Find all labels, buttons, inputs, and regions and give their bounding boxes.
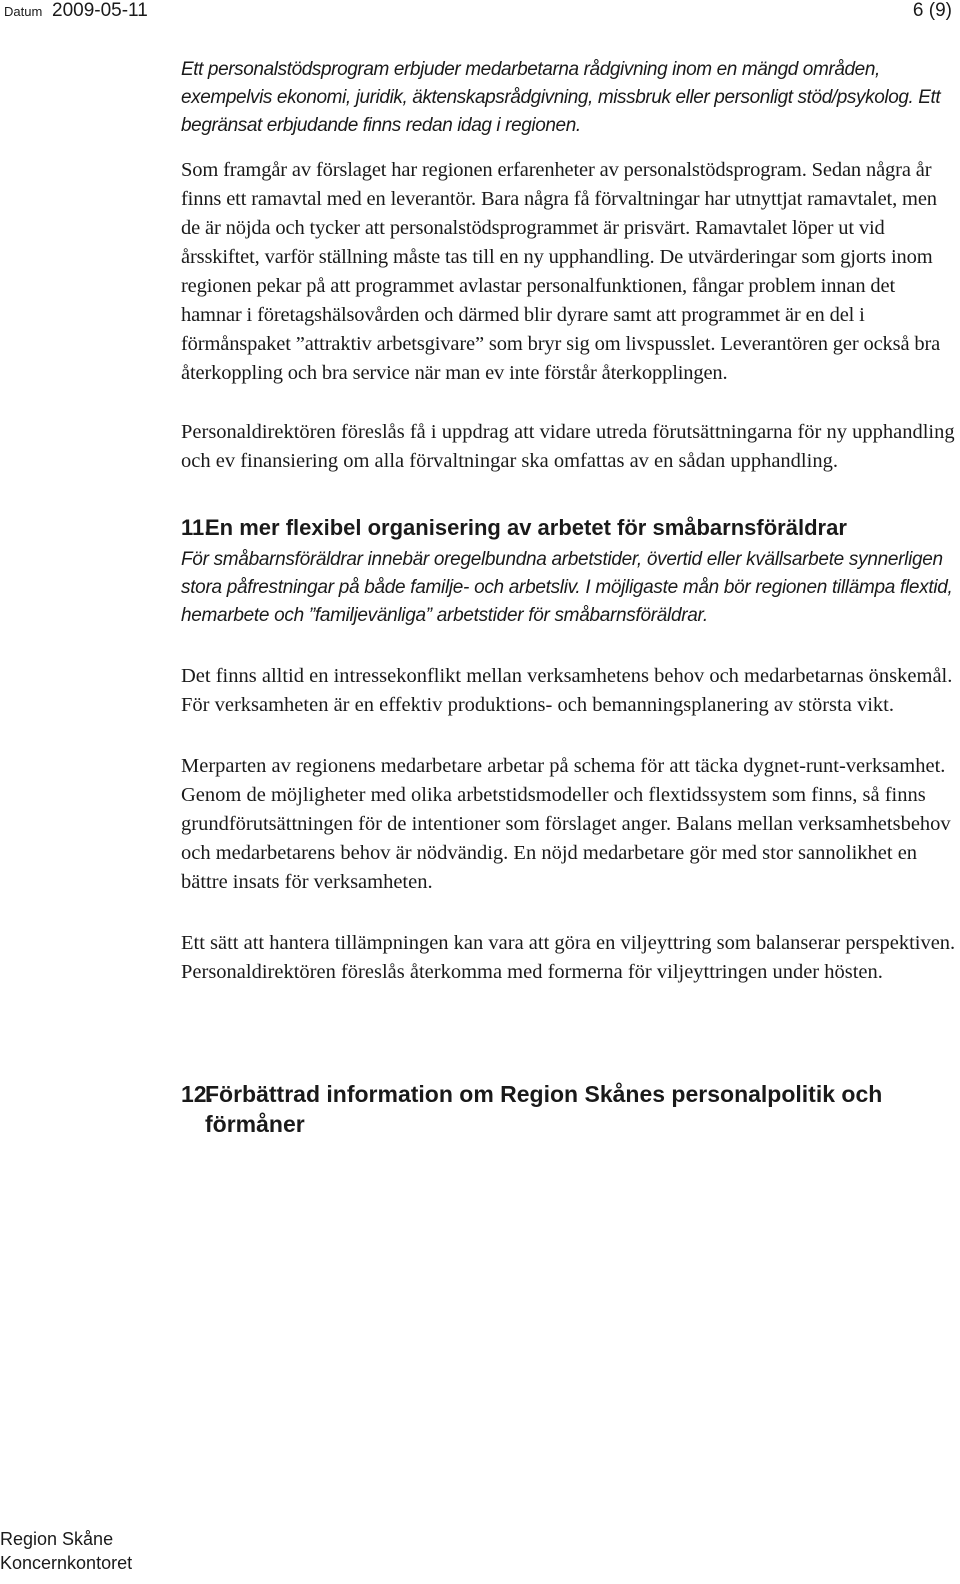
- section-12-heading: [181, 1079, 957, 1139]
- section-11-title: En mer flexibel organisering av arbetet för småbarnsföräldrar: [205, 515, 847, 540]
- section-11-paragraph-2: Merparten av regionens medarbetare arbetar på schema för att täcka dygnet-runt-verksamhet. Genom de möjligheter med olika arbetstidsmodeller och flextidssystem som finns, så finns grundförutsättningen för de intentioner som förslaget anger. Balans mellan verksamhetsbehov och medarbetarens behov är nödvändig. En nöjd medarbetare gör med stor sannolikhet en bättre insats för verksamheten.: [181, 755, 951, 893]
- header-page-number: 6 (9): [912, 0, 952, 21]
- header-date-label: Datum: [4, 4, 43, 19]
- section-11-paragraph-3: Ett sätt att hantera tillämpningen kan vara att göra en viljeyttring som balanserar perspektiven. Personaldirektören föreslås återkomma med formerna för viljeyttringen under hösten.: [181, 932, 956, 983]
- section-11-paragraph-1: Det finns alltid en intressekonflikt mellan verksamhetens behov och medarbetarnas önskemål. För verksamheten är en effektiv produktions- och bemanningsplanering av största vikt.: [181, 665, 953, 716]
- footer-department: Koncernkontoret: [0, 1553, 133, 1573]
- intro-italic-paragraph: Ett personalstödsprogram erbjuder medarbetarna rådgivning inom en mängd områden, exempelvis ekonomi, juridik, äktenskapsrådgivning, missbruk eller personligt stöd/psykolog. Ett begränsat erbjudande finns redan idag i regionen.: [181, 59, 941, 136]
- footer: [0, 1527, 132, 1575]
- response-paragraph-1: Som framgår av förslaget har regionen erfarenheter av personalstödsprogram. Sedan några år finns ett ramavtal med en leverantör. Bara några få förvaltningar har utnyttjat ramavtalet, men de är nöjda och tycker att personalstödsprogrammet är prisvärt. Ramavtalet löper ut vid årsskiftet, varför ställning måste tas till en ny upphandling. De utvärderingar som gjorts inom regionen pekar på att programmet avlastar personalfunktionen, fångar problem innan det hamnar i företagshälsovården och därmed blir dyrare samt att programmet är en del i förmånspaket ”attraktiv arbetsgivare” som bryr sig om livspusslet. Leverantören ger också bra återkoppling och bra service när man ev inte förstår återkopplingen.: [181, 159, 941, 384]
- section-11-number: 11.: [181, 515, 211, 540]
- response-paragraph-2: Personaldirektören föreslås få i uppdrag att vidare utreda förutsättningarna för ny upphandling och ev finansiering om alla förvaltningar ska omfattas av en sådan upphandling.: [181, 421, 955, 472]
- section-11-italic-proposal: För småbarnsföräldrar innebär oregelbundna arbetstider, övertid eller kvällsarbete synnerligen stora påfrestningar på både familje- och arbetsliv. I möjligaste mån bör regionen tillämpa flextid, hemarbete och ”familjevänliga” arbetstider för småbarnsföräldrar.: [181, 549, 953, 626]
- header-date: 2009-05-11: [52, 0, 148, 21]
- section-11-heading: [181, 514, 957, 542]
- document-body: [181, 56, 957, 1139]
- section-12-number: 12.: [181, 1081, 213, 1107]
- section-12-title: Förbättrad information om Region Skånes personalpolitik och förmåner: [205, 1081, 883, 1137]
- footer-organization: Region Skåne: [0, 1529, 114, 1549]
